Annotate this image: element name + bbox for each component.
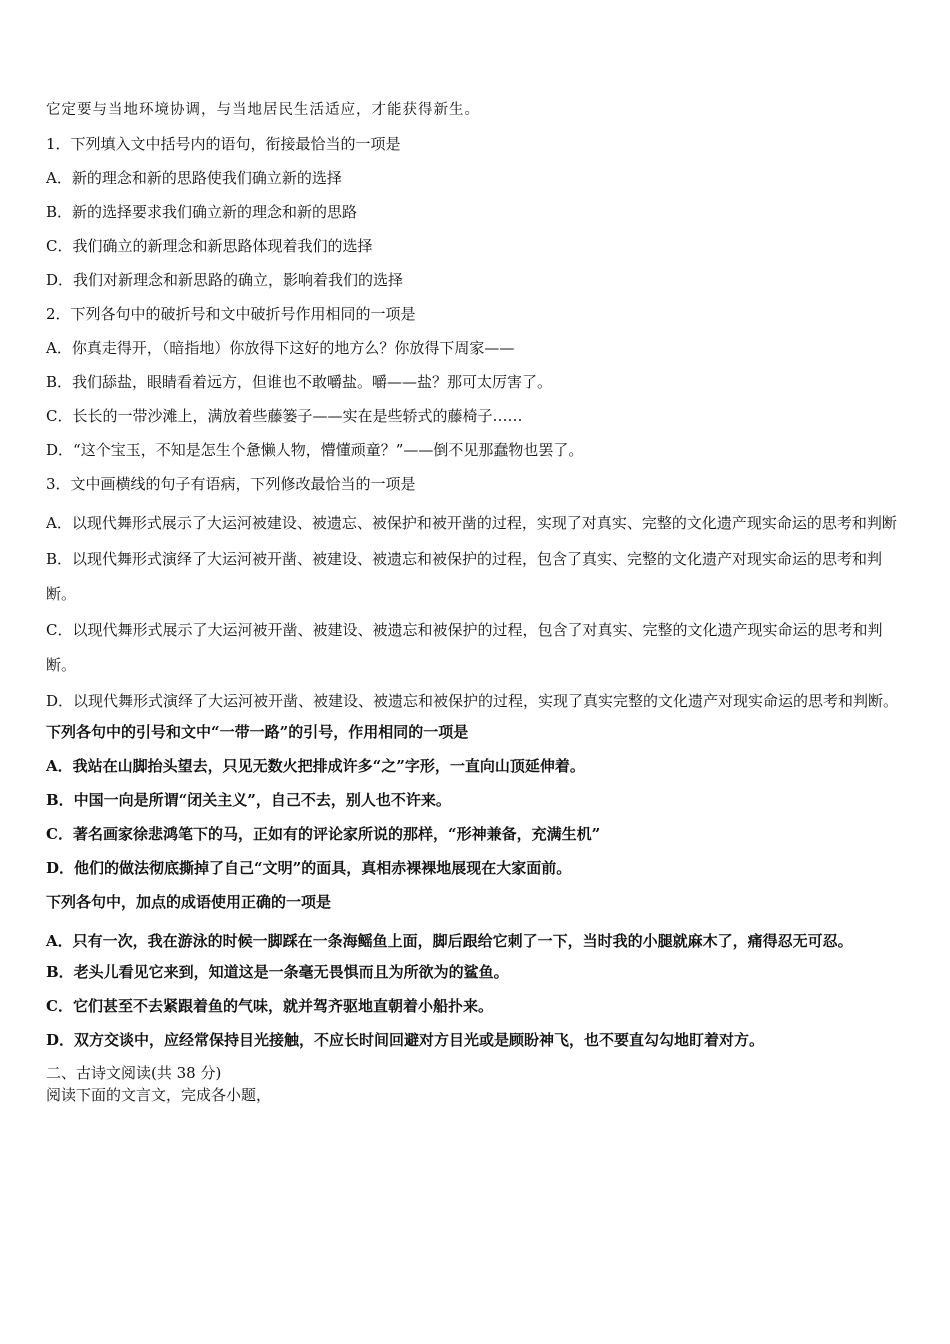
- question-2-option-b: B．我们舔盐，眼睛看着远方，但谁也不敢嚼盐。嚼——盐？那可太厉害了。: [46, 373, 553, 391]
- intro-line: 它定要与当地环境协调，与当地居民生活适应，才能获得新生。: [46, 102, 480, 118]
- question-4-option-d: D．他们的做法彻底撕掉了自己“文明”的面具，真相赤裸裸地展现在大家面前。: [46, 859, 572, 877]
- question-5-option-b: B．老头儿看见它来到，知道这是一条毫无畏惧而且为所欲为的鲨鱼。: [46, 963, 509, 981]
- question-1-option-d: D．我们对新理念和新思路的确立，影响着我们的选择: [46, 271, 404, 289]
- question-5-option-c: C．它们甚至不去紧跟着鱼的气味，就并驾齐驱地直朝着小船扑来。: [46, 997, 493, 1015]
- question-4-option-a: A．我站在山脚抬头望去，只见无数火把排成许多“之”字形，一直向山顶延伸着。: [46, 757, 585, 775]
- question-1-option-a: A．新的理念和新的思路使我们确立新的选择: [46, 169, 342, 187]
- section-instruction: 阅读下面的文言文，完成各小题，: [46, 1086, 272, 1104]
- question-3-option-a: A．以现代舞形式展示了大运河被建设、被遗忘、被保护和被开凿的过程，实现了对真实、完整的文化遗产现实命运的思考和判断: [46, 514, 897, 532]
- question-5-option-d: D．双方交谈中，应经常保持目光接触，不应长时间回避对方目光或是顾盼神飞，也不要直勾勾地盯着对方。: [46, 1031, 765, 1049]
- section-title: 二、古诗文阅读(共 38 分): [46, 1064, 222, 1082]
- question-3-option-d: D．以现代舞形式演绎了大运河被开凿、被建设、被遗忘和被保护的过程，实现了真实完整的文化遗产对现实命运的思考和判断。: [46, 692, 899, 710]
- question-3-option-c: C．以现代舞形式展示了大运河被开凿、被建设、被遗忘和被保护的过程，包含了对真实、完整的文化遗产现实命运的思考和判断。: [46, 621, 883, 674]
- question-4-stem: 下列各句中的引号和文中“一带一路”的引号，作用相同的一项是: [46, 723, 469, 741]
- question-4-option-b: B．中国一向是所谓“闭关主义”，自己不去，别人也不许来。: [46, 791, 451, 809]
- question-2-option-d: D．“这个宝玉，不知是怎生个惫懒人物，懵懂顽童？”——倒不见那蠢物也罢了。: [46, 441, 584, 459]
- question-5-option-a: A．只有一次，我在游泳的时候一脚踩在一条海鳐鱼上面，脚后跟给它刺了一下，当时我的小腿就麻木了，痛得忍无可忍。: [46, 932, 853, 950]
- question-4-option-c: C．著名画家徐悲鸿笔下的马，正如有的评论家所说的那样，“形神兼备，充满生机”: [46, 825, 601, 843]
- question-1-option-b: B．新的选择要求我们确立新的理念和新的思路: [46, 203, 358, 221]
- question-3-stem: 3．文中画横线的句子有语病，下列修改最恰当的一项是: [46, 475, 416, 493]
- question-2-option-a: A．你真走得开，（暗指地）你放得下这好的地方么？你放得下周家——: [46, 339, 515, 357]
- question-1-option-c: C．我们确立的新理念和新思路体现着我们的选择: [46, 237, 373, 255]
- question-2-option-c: C．长长的一带沙滩上，满放着些藤篓子——实在是些轿式的藤椅子……: [46, 407, 523, 425]
- question-2-stem: 2．下列各句中的破折号和文中破折号作用相同的一项是: [46, 305, 416, 323]
- question-3-option-b: B．以现代舞形式演绎了大运河被开凿、被建设、被遗忘和被保护的过程，包含了真实、完整的文化遗产对现实命运的思考和判断。: [46, 550, 883, 603]
- document-page: [46, 98, 908, 1106]
- question-1-stem: 1．下列填入文中括号内的语句，衔接最恰当的一项是: [46, 135, 401, 153]
- question-5-stem: 下列各句中，加点的成语使用正确的一项是: [46, 893, 332, 911]
